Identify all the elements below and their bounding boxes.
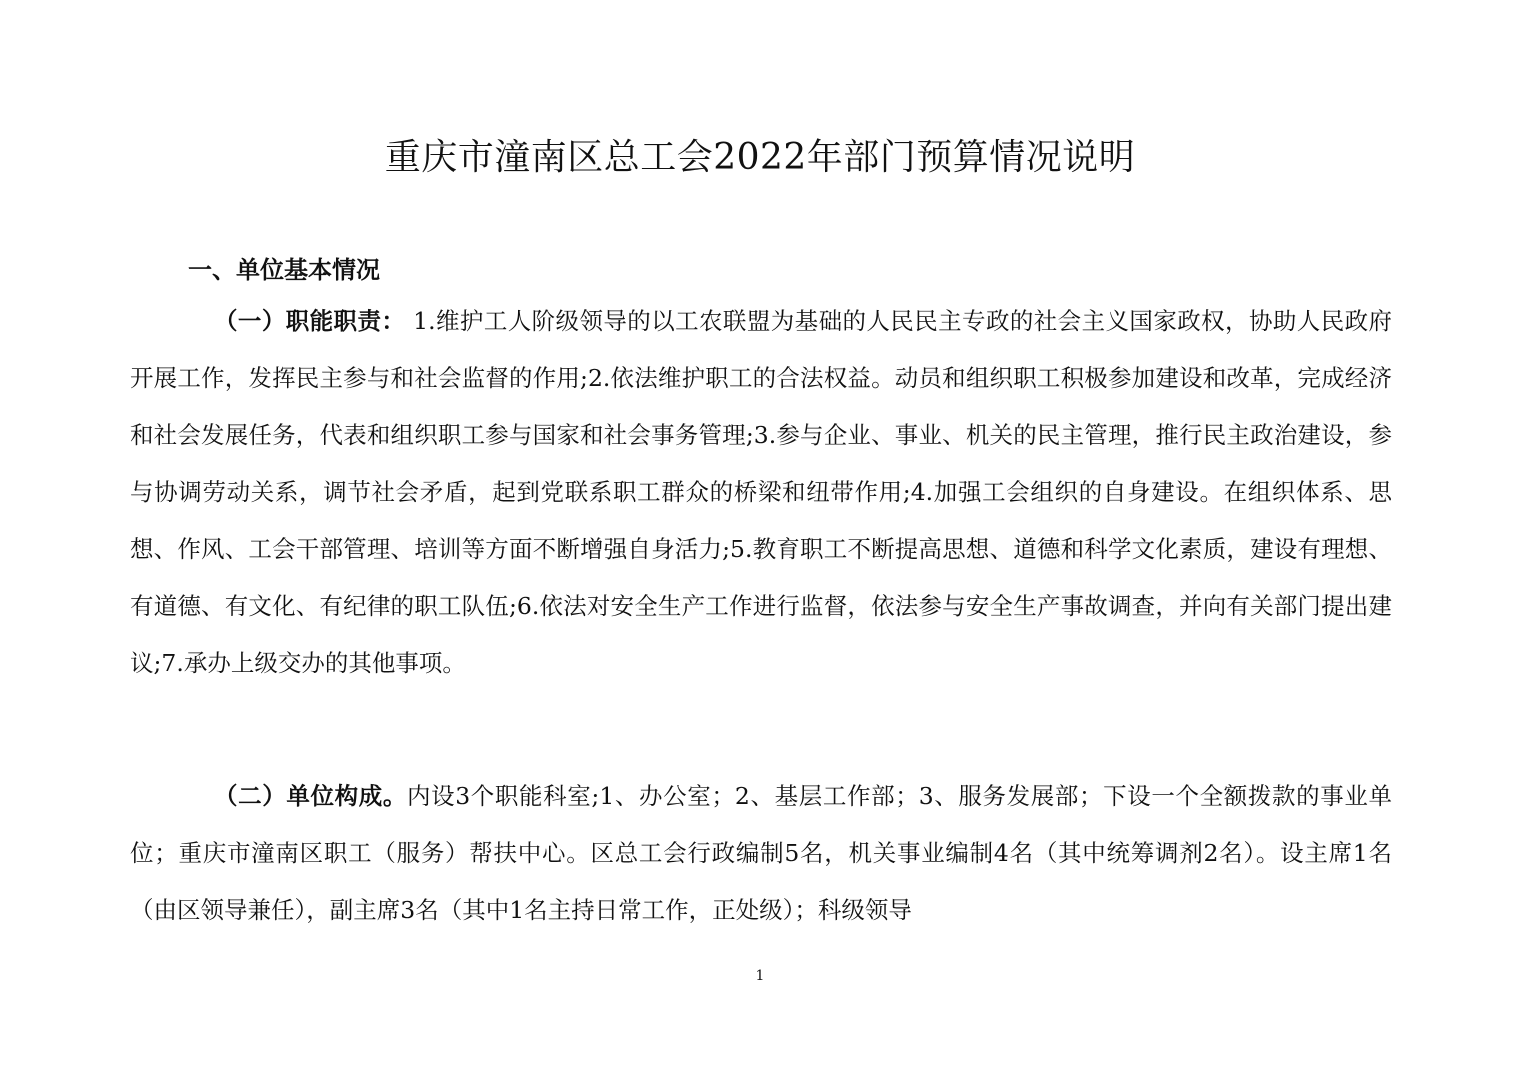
paragraph-lead: （二）单位构成。	[214, 782, 407, 810]
paragraph-body: 1.维护工人阶级领导的以工农联盟为基础的人民民主专政的社会主义国家政权，协助人民政府开展工作，发挥民主参与和社会监督的作用;2.依法维护职工的合法权益。动员和组织职工积极参加建设和改革，完成经济和社会发展任务，代表和组织职工参与国家和社会事务管理;3.参与企业、事业、机关的民主管理，推行民主政治建设，参与协调劳动关系，调节社会矛盾，起到党联系职工群众的桥梁和纽带作用;4.加强工会组织的自身建设。在组织体系、思想、作风、工会干部管理、培训等方面不断增强自身活力;5.教育职工不断提高思想、道德和科学文化素质，建设有理想、有道德、有文化、有纪律的职工队伍;6.依法对安全生产工作进行监督，依法参与安全生产事故调查，并向有关部门提出建议;7.承办上级交办的其他事项。	[130, 307, 1393, 677]
document-title: 重庆市潼南区总工会2022年部门预算情况说明	[384, 137, 1136, 178]
section-heading: 一、单位基本情况	[188, 255, 380, 284]
paragraph-lead: （一）职能职责：	[214, 307, 406, 335]
paragraph-body: 内设3个职能科室;1、办公室；2、基层工作部；3、服务发展部；下设一个全额拨款的事业单位；重庆市潼南区职工（服务）帮扶中心。区总工会行政编制5名，机关事业编制4名（其中统筹调剂2名）。设主席1名（由区领导兼任），副主席3名（其中1名主持日常工作，正处级）；科级领导	[130, 782, 1392, 924]
paragraph-composition	[130, 768, 1392, 939]
page-number: 1	[755, 968, 765, 984]
paragraph-functions	[130, 293, 1392, 692]
